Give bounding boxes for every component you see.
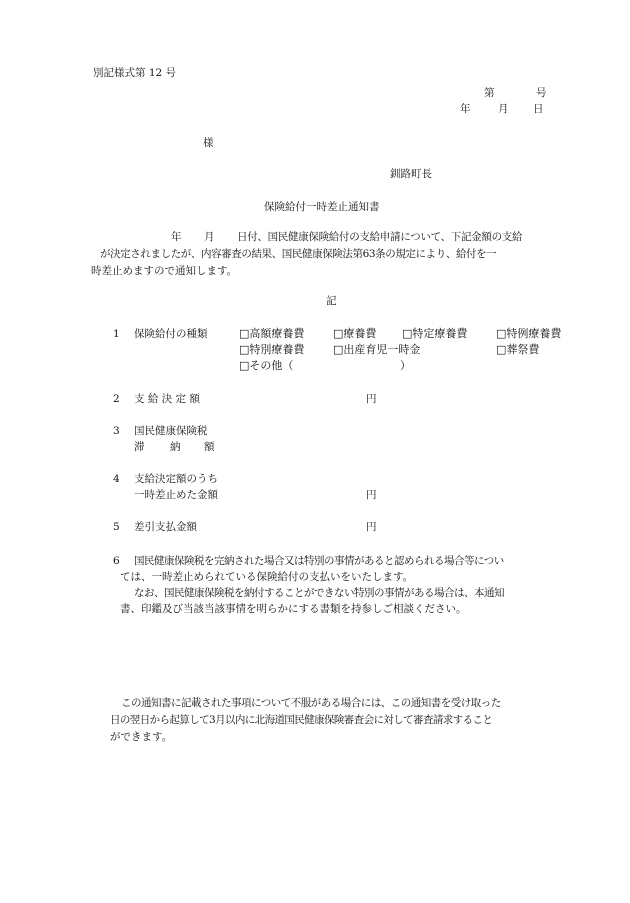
footer-line2: 日の翌日から起算して3月以内に北海道国民健康保険審査会に対して審査請求すること — [110, 714, 493, 726]
number-suffix: 号 — [536, 87, 547, 99]
option-special: □特別療養費 — [239, 343, 305, 356]
item3-label-c: 額 — [204, 441, 215, 453]
form-label: 別記様式第 12 号 — [93, 67, 177, 79]
item6-line4: 書、印鑑及び当該当該事情を明らかにする書類を持参しご相談ください。 — [120, 603, 467, 615]
option-exception: □特例療養費 — [496, 327, 562, 340]
item2-unit: 円 — [366, 393, 377, 405]
footer-line3: ができます。 — [110, 731, 173, 743]
item3-label-line1: 国民健康保険税 — [134, 425, 208, 437]
sender-name: 釧路町長 — [390, 168, 432, 180]
item2-label: 支 給 決 定 額 — [134, 393, 200, 405]
ki-heading: 記 — [326, 295, 337, 307]
option-specified: □特定療養費 — [402, 327, 468, 340]
intro-month: 月 — [204, 231, 215, 243]
footer-line1: この通知書に記載された事項について不服がある場合には、この通知書を受け取った — [121, 697, 501, 709]
intro-line2: が決定されましたが、内容審査の結果、国民健康保険法第63条の規定により、給付を一 — [100, 248, 497, 260]
option-other-close: ） — [400, 359, 411, 372]
item5-number: 5 — [113, 521, 120, 533]
intro-line3: 時差止めますので通知します。 — [91, 265, 238, 277]
item4-label-line1: 支給決定額のうち — [134, 473, 218, 485]
item3-label-a: 滞 — [134, 441, 145, 453]
item4-unit: 円 — [366, 489, 377, 501]
item3-number: 3 — [113, 425, 120, 437]
item1-label: 保険給付の種類 — [134, 328, 208, 340]
recipient-suffix: 様 — [203, 137, 214, 149]
item5-label: 差引支払金額 — [134, 521, 197, 533]
document-title: 保険給付一時差止通知書 — [264, 201, 380, 213]
date-day: 日 — [533, 103, 544, 115]
number-prefix: 第 — [484, 87, 495, 99]
item1-number: 1 — [113, 328, 120, 340]
date-year: 年 — [460, 103, 471, 115]
item2-number: 2 — [113, 393, 120, 405]
item6-number: 6 — [113, 555, 120, 567]
option-high-cost: □高額療養費 — [239, 327, 305, 340]
option-funeral: □葬祭費 — [496, 343, 540, 356]
date-month: 月 — [498, 103, 509, 115]
item5-unit: 円 — [366, 521, 377, 533]
option-medical: □療養費 — [333, 327, 377, 340]
option-childbirth: □出産育児一時金 — [333, 343, 421, 356]
item6-line3: なお、国民健康保険税を納付することができない特別の事情がある場合は、本通知 — [134, 587, 504, 599]
item4-label-line2: 一時差止めた金額 — [134, 489, 218, 501]
intro-line1: 日付、国民健康保険給付の支給申請について、下記金額の支給 — [237, 231, 523, 243]
option-other-open: □その他（ — [239, 359, 294, 372]
intro-year: 年 — [171, 231, 182, 243]
item6-line2: ては、一時差止められている保険給付の支払いをいたします。 — [120, 571, 414, 583]
item4-number: 4 — [113, 473, 120, 485]
item3-label-b: 納 — [170, 441, 181, 453]
item6-line1: 国民健康保険税を完納された場合又は特別の事情があると認められる場合等につい — [134, 555, 504, 567]
